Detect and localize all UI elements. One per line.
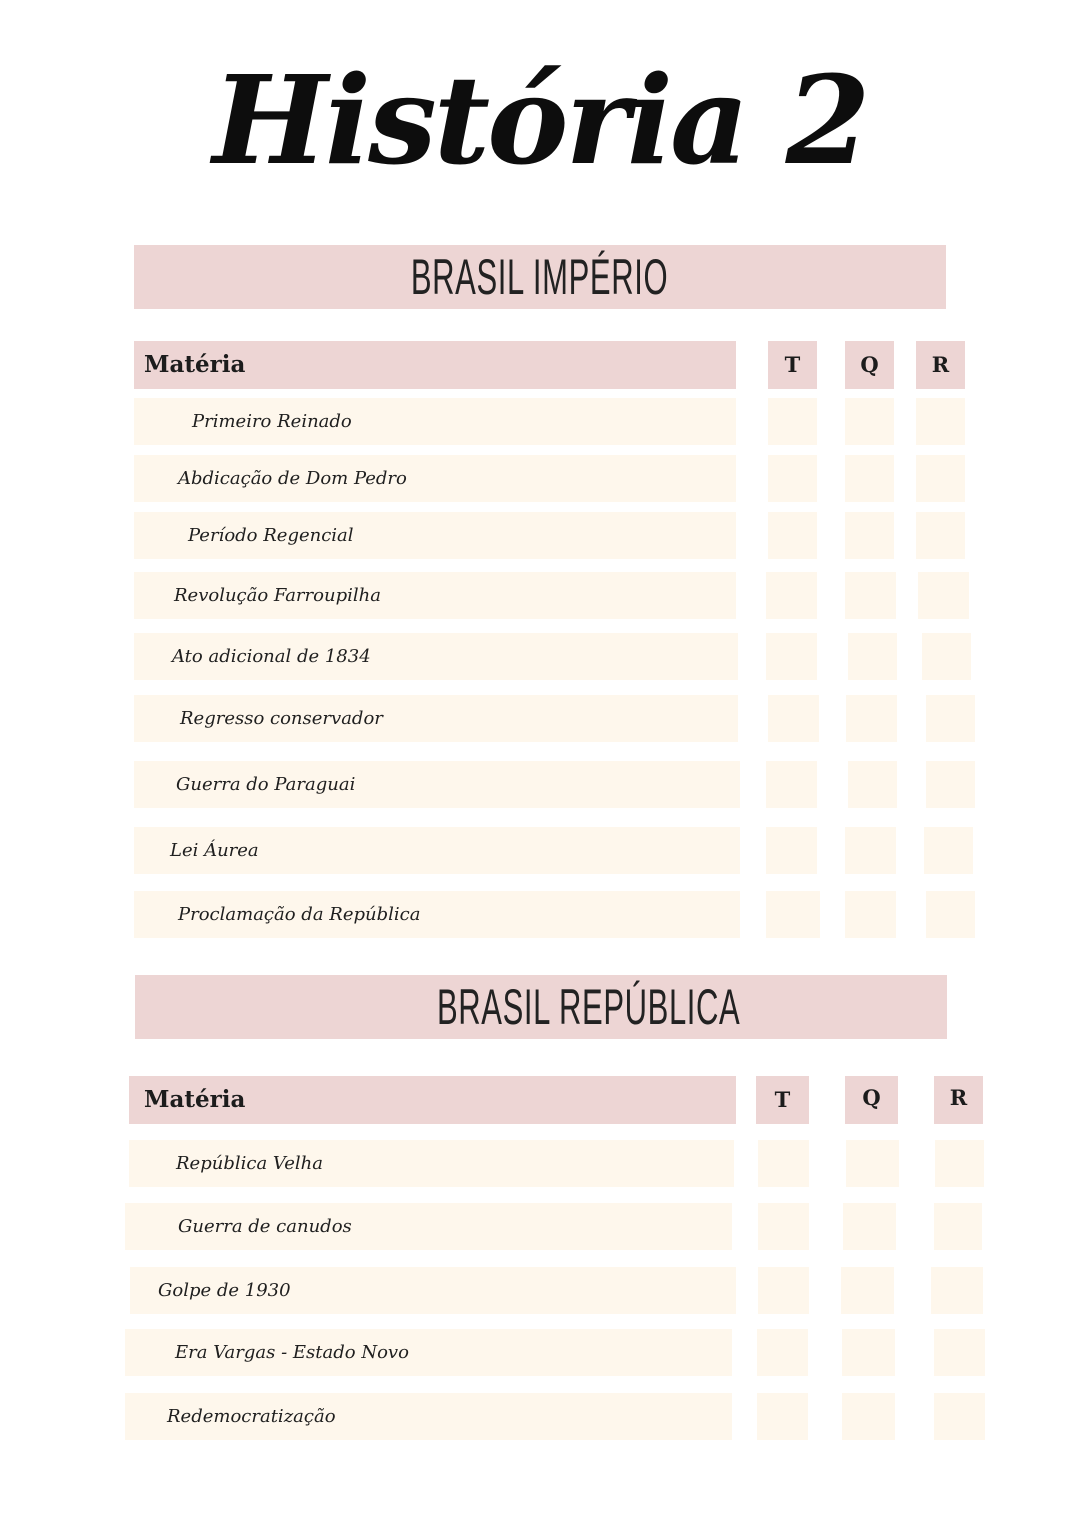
r-check-cell[interactable] [922,633,971,680]
q-check-cell[interactable] [842,1329,895,1376]
r-check-cell[interactable] [918,572,969,619]
t-check-cell[interactable] [757,1393,808,1440]
subject-row: Guerra de canudos [125,1203,732,1250]
r-check-cell[interactable] [916,398,965,445]
q-check-cell[interactable] [845,572,896,619]
q-check-cell[interactable] [841,1267,894,1314]
t-check-cell[interactable] [758,1203,809,1250]
subject-row: Ato adicional de 1834 [134,633,738,680]
t-check-cell[interactable] [768,695,819,742]
t-check-cell[interactable] [768,512,817,559]
q-check-cell[interactable] [845,512,894,559]
subject-column-header: Matéria [134,341,736,389]
r-check-cell[interactable] [916,512,965,559]
subject-row: Era Vargas - Estado Novo [125,1329,732,1376]
t-check-cell[interactable] [766,891,820,938]
t-check-cell[interactable] [757,1329,808,1376]
t-check-cell[interactable] [766,572,817,619]
t-column-header: T [756,1076,809,1124]
q-check-cell[interactable] [845,891,896,938]
subject-row: Abdicação de Dom Pedro [134,455,736,502]
r-check-cell[interactable] [934,1203,982,1250]
q-check-cell[interactable] [846,1140,899,1187]
t-check-cell[interactable] [766,633,817,680]
q-check-cell[interactable] [845,398,894,445]
subject-row: Primeiro Reinado [134,398,736,445]
page-title: História 2 [212,48,868,192]
q-check-cell[interactable] [848,633,897,680]
r-check-cell[interactable] [934,1329,985,1376]
subject-row: República Velha [129,1140,734,1187]
q-check-cell[interactable] [843,1203,896,1250]
r-column-header: R [934,1076,983,1124]
subject-row: Golpe de 1930 [130,1267,736,1314]
section-heading-republica: BRASIL REPÚBLICA [135,975,947,1039]
r-check-cell[interactable] [935,1140,984,1187]
r-check-cell[interactable] [926,695,975,742]
q-check-cell[interactable] [845,455,894,502]
r-column-header: R [916,341,965,389]
subject-row: Proclamação da República [134,891,740,938]
q-check-cell[interactable] [846,695,897,742]
r-check-cell[interactable] [916,455,965,502]
q-check-cell[interactable] [845,827,896,874]
subject-row: Período Regencial [134,512,736,559]
q-column-header: Q [845,1076,898,1124]
subject-row: Lei Áurea [134,827,740,874]
q-column-header: Q [845,341,894,389]
subject-row: Regresso conservador [134,695,738,742]
t-check-cell[interactable] [768,398,817,445]
q-check-cell[interactable] [848,761,897,808]
t-check-cell[interactable] [758,1267,809,1314]
subject-row: Redemocratização [125,1393,732,1440]
subject-row: Guerra do Paraguai [134,761,740,808]
r-check-cell[interactable] [934,1393,985,1440]
r-check-cell[interactable] [924,827,973,874]
r-check-cell[interactable] [926,761,975,808]
subject-column-header: Matéria [129,1076,736,1124]
subject-row: Revolução Farroupilha [134,572,736,619]
q-check-cell[interactable] [842,1393,895,1440]
t-check-cell[interactable] [758,1140,809,1187]
r-check-cell[interactable] [926,891,975,938]
t-column-header: T [768,341,817,389]
t-check-cell[interactable] [768,455,817,502]
section-heading-imperio: BRASIL IMPÉRIO [134,245,946,309]
r-check-cell[interactable] [931,1267,983,1314]
t-check-cell[interactable] [766,827,817,874]
t-check-cell[interactable] [766,761,817,808]
